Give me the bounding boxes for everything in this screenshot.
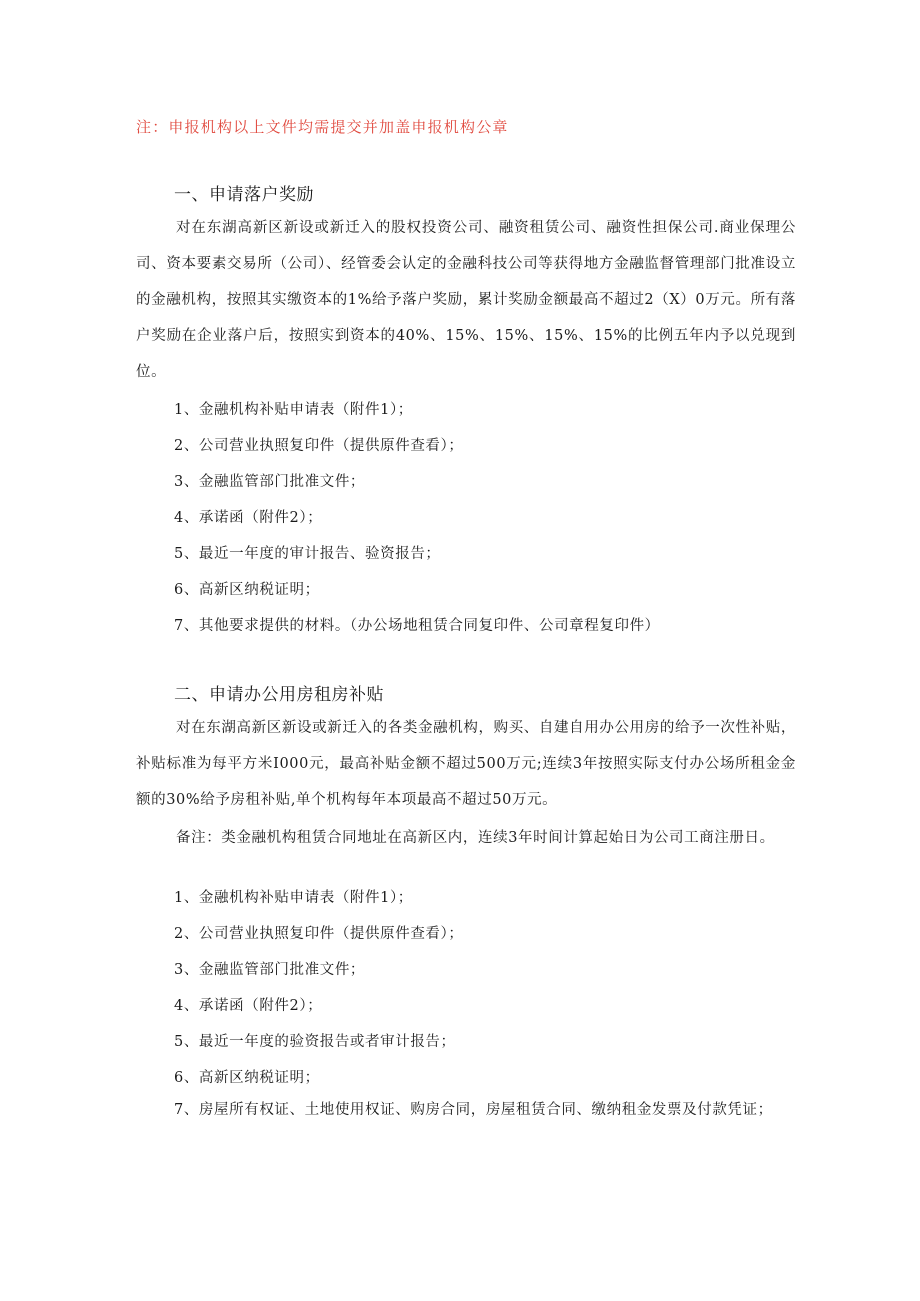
section-1-heading: 一、申请落户奖励 [174, 185, 314, 205]
section-2-item: 2、公司营业执照复印件（提供原件查看）； [174, 926, 464, 942]
section-2-paragraph: 对在东湖高新区新设或新迁入的各类金融机构，购买、自建自用办公用房的给予一次性补贴，补贴标准为每平方米I000元，最高补贴金额不超过500万元;连续3年按照实际支付办公场所租金金额的30%给予房租补贴,单个机构每年本项最高不超过50万元。 [136, 720, 796, 808]
section-1-paragraph: 对在东湖高新区新设或新迁入的股权投资公司、融资租赁公司、融资性担保公司.商业保理公司、资本要素交易所（公司）、经管委会认定的金融科技公司等获得地方金融监督管理部门批准设立的金融机构，按照其实缴资本的1%给予落户奖励，累计奖励金额最高不超过2（X）0万元。所有落户奖励在企业落户后，按照实到资本的40%、15%、15%、15%、15%的比例五年内予以兑现到位。 [136, 220, 796, 380]
section-1-item: 4、承诺函（附件2）； [174, 510, 323, 526]
section-2-remark: 备注：类金融机构租赁合同地址在高新区内，连续3年时间计算起始日为公司工商注册日。 [176, 830, 775, 846]
section-1-item: 7、其他要求提供的材料。（办公场地租赁合同复印件、公司章程复印件） [174, 618, 660, 634]
section-2-item: 3、金融监管部门批准文件； [174, 962, 366, 978]
section-1-item: 3、金融监管部门批准文件； [174, 474, 366, 490]
section-2-heading: 二、申请办公用房租房补贴 [174, 685, 384, 705]
section-2-item: 7、房屋所有权证、土地使用权证、购房合同，房屋租赁合同、缴纳租金发票及付款凭证； [174, 1102, 773, 1118]
stamp-note: 注：申报机构以上文件均需提交并加盖申报机构公章 [136, 118, 509, 136]
section-1-item: 5、最近一年度的审计报告、验资报告； [174, 546, 441, 562]
section-2-item: 6、高新区纳税证明； [174, 1070, 320, 1086]
section-2-item: 4、承诺函（附件2）； [174, 998, 323, 1014]
section-2-item: 5、最近一年度的验资报告或者审计报告； [174, 1034, 456, 1050]
section-1-item: 6、高新区纳税证明； [174, 582, 320, 598]
section-1-item: 1、金融机构补贴申请表（附件1）； [174, 402, 413, 418]
section-1-item: 2、公司营业执照复印件（提供原件查看）； [174, 438, 464, 454]
section-2-item: 1、金融机构补贴申请表（附件1）； [174, 890, 413, 906]
